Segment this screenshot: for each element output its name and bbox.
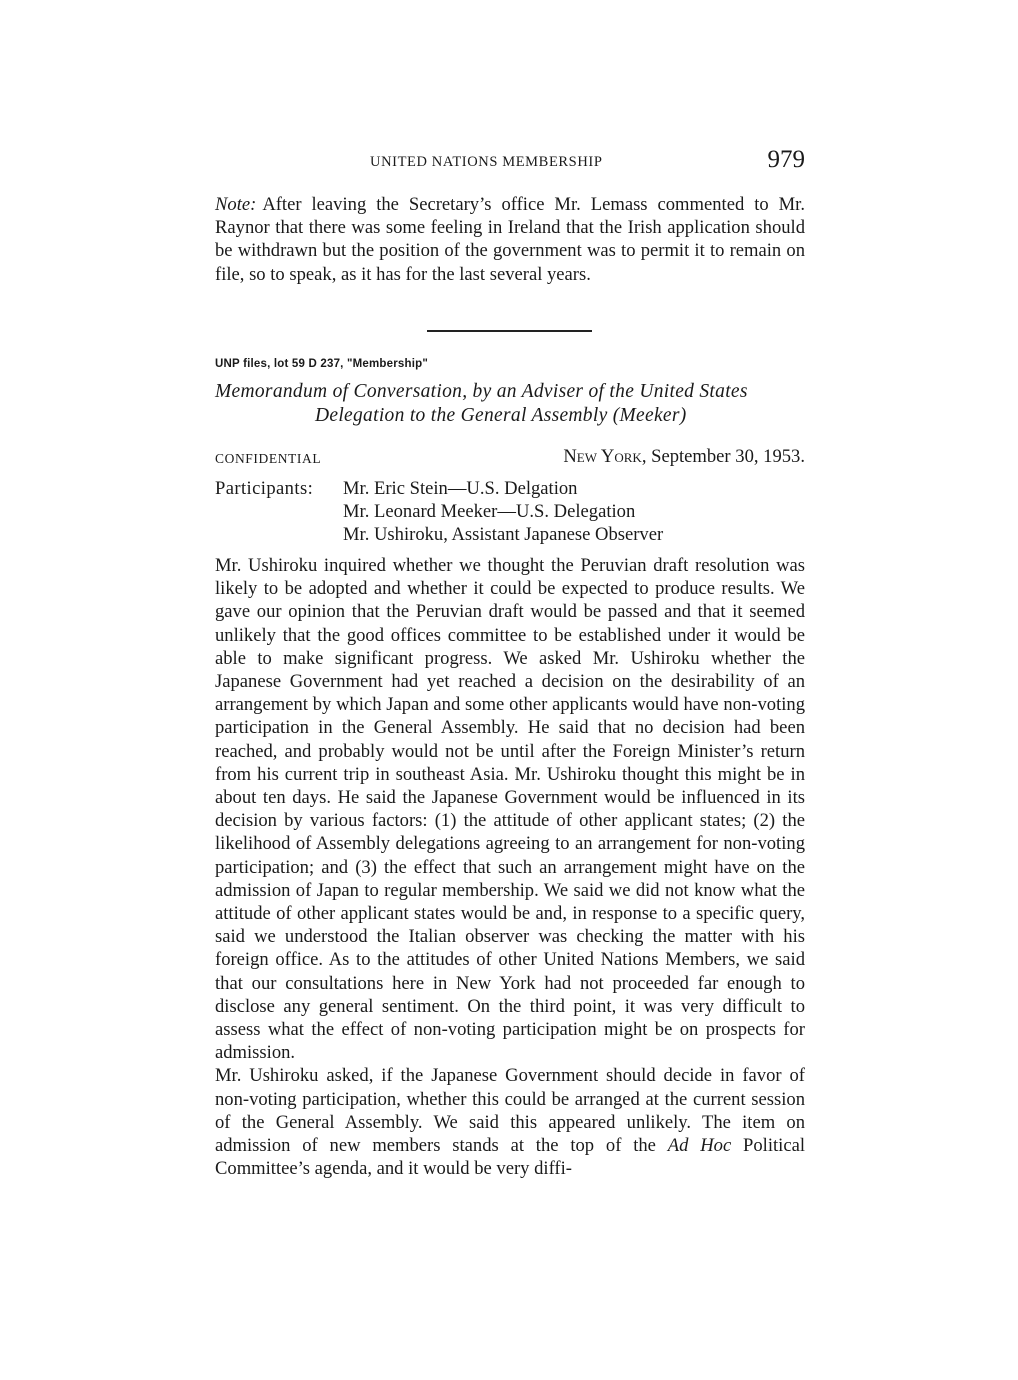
document-title-line2: Delegation to the General Assembly (Meeker) <box>315 405 687 426</box>
participants-label: Participants: <box>215 478 314 499</box>
paragraph2-end: Political Committee’s agenda, and it would be very diffi- <box>215 1135 805 1180</box>
note-text: After leaving the Secretary’s office Mr. Lemass commented to Mr. Raynor that there was some feeling in Ireland that the Irish application should be withdrawn but the position of the government was to permit it to remain on file, so to speak, as it has for the last several years. <box>215 194 805 285</box>
document-title-line1: Memorandum of Conversation, by an Adviser of the United States <box>215 381 748 402</box>
ad-hoc-italic: Ad Hoc <box>667 1135 732 1157</box>
page-number: 979 <box>767 146 805 173</box>
dateline-place: New York <box>563 446 642 467</box>
note-paragraph <box>215 193 805 286</box>
body-paragraph-2 <box>215 1064 805 1180</box>
running-title: UNITED NATIONS MEMBERSHIP <box>370 154 603 170</box>
paragraph2-start: Mr. Ushiroku asked, if the Japanese Government should decide in favor of non-voting participation, whether this could be arranged at the current session of the General Assembly. We said this appeared unlikely. The item on admission of new members stands at the top of the <box>215 1065 805 1157</box>
memorandum-body <box>215 554 805 1180</box>
participant-item: Mr. Eric Stein—U.S. Delgation <box>343 478 578 499</box>
note-label: Note: <box>215 194 257 215</box>
source-citation: UNP files, lot 59 D 237, "Membership" <box>215 358 429 370</box>
participants-list <box>343 477 763 547</box>
classification-label: CONFIDENTIAL <box>215 451 322 466</box>
participant-item: Mr. Leonard Meeker—U.S. Delegation <box>343 501 636 523</box>
dateline <box>515 446 805 468</box>
dateline-date: , September 30, 1953. <box>641 446 805 467</box>
running-head <box>215 146 805 180</box>
document-title <box>215 380 805 428</box>
participant-item: Mr. Ushiroku, Assistant Japanese Observer <box>343 524 664 546</box>
body-paragraph-1: Mr. Ushiroku inquired whether we thought the Peruvian draft resolution was likely to be adopted and whether it could be expected to produce results. We gave our opinion that the Peruvian draft would be passed and that it seemed unlikely that the good offices committee to be established under it would be able to make significant progress. We asked Mr. Ushiroku whether the Japanese Government had yet reached a decision on the desirability of an arrangement by which Japan and some other applicants would have non-voting participation in the General Assembly. He said that no decision had been reached, and probably would not be until after the Foreign Minister’s return from his current trip in southeast Asia. Mr. Ushiroku thought this might be in about ten days. He said the Japanese Government would be influenced in its decision by various factors: (1) the attitude of other applicant states; (2) the likelihood of Assembly delegations agreeing to an arrangement for non-voting participation; and (3) the effect that such an arrangement might have on the admission of Japan to regular membership. We said we did not know what the attitude of other applicant states would be and, in response to a specific query, said we understood the Italian observer was checking the matter with his foreign office. As to the attitudes of other United Nations Members, we said that our consultations here in New York had not proceeded far enough to disclose any general sentiment. On the third point, it was very difficult to assess what the effect of non-voting participation might be on prospects for admission. <box>215 555 805 1064</box>
section-divider <box>427 330 592 332</box>
